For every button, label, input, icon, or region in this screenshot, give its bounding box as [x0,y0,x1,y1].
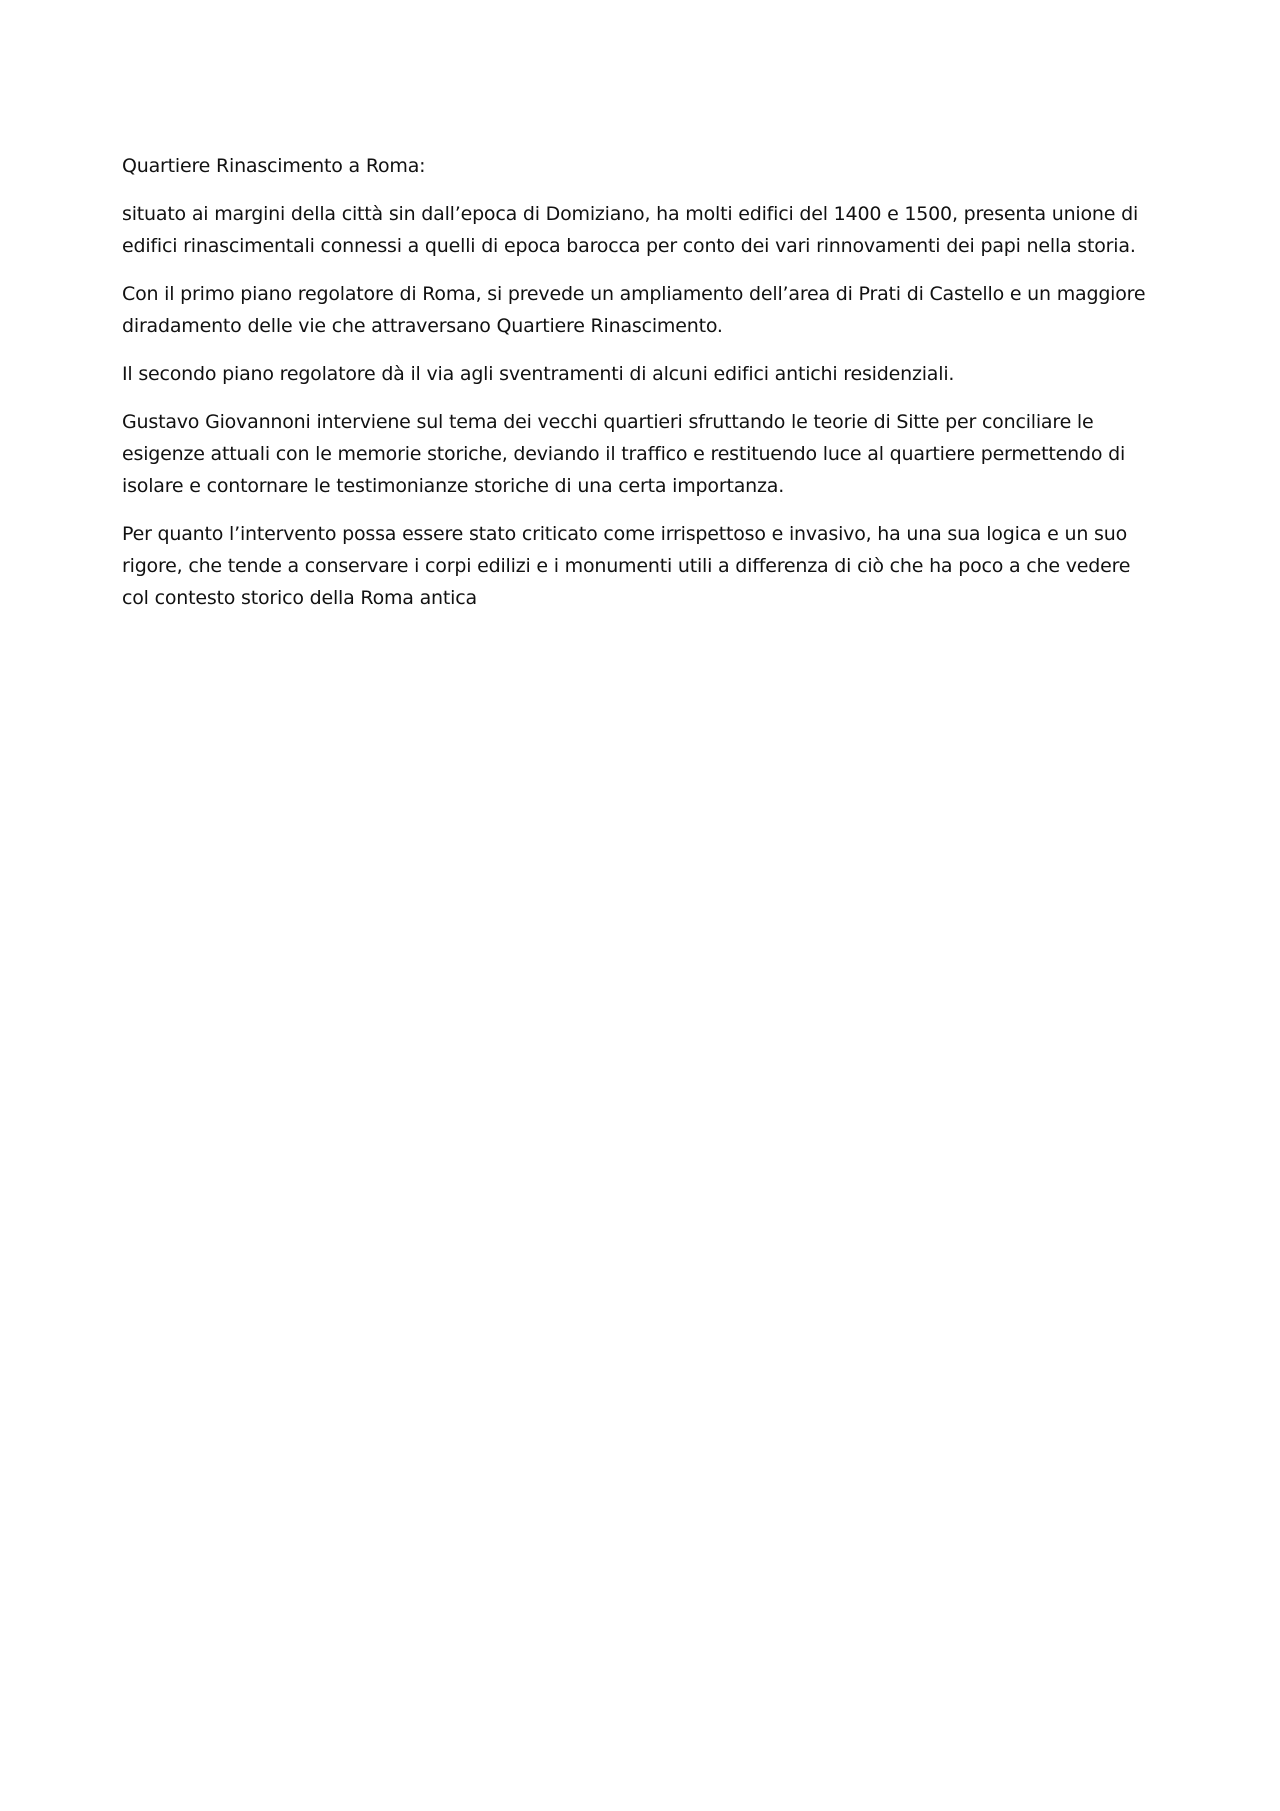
paragraph-4: Gustavo Giovannoni interviene sul tema dei vecchi quartieri sfruttando le teorie di Sitte per conciliare le esigenze attuali con le memorie storiche, deviando il traffico e restituendo luce al quartiere permettendo di isolare e contornare le testimonianze storiche di una certa importanza. [122,411,1126,497]
paragraph-1: situato ai margini della città sin dall’epoca di Domiziano, ha molti edifici del 1400 e 1500, presenta unione di edifici rinascimentali connessi a quelli di epoca barocca per conto dei vari rinnovamenti dei papi nella storia. [122,203,1139,257]
paragraph-2: Con il primo piano regolatore di Roma, si prevede un ampliamento dell’area di Prati di Castello e un maggiore diradamento delle vie che attraversano Quartiere Rinascimento. [122,283,1146,337]
paragraph-3: Il secondo piano regolatore dà il via agli sventramenti di alcuni edifici antichi residenziali. [122,363,955,385]
paragraph-5: Per quanto l’intervento possa essere stato criticato come irrispettoso e invasivo, ha una sua logica e un suo rigore, che tende a conservare i corpi edilizi e i monumenti utili a differenza di ciò che ha poco a che vedere col contesto storico della Roma antica [122,523,1131,609]
document-body [122,150,1162,630]
document-heading: Quartiere Rinascimento a Roma: [122,155,426,177]
